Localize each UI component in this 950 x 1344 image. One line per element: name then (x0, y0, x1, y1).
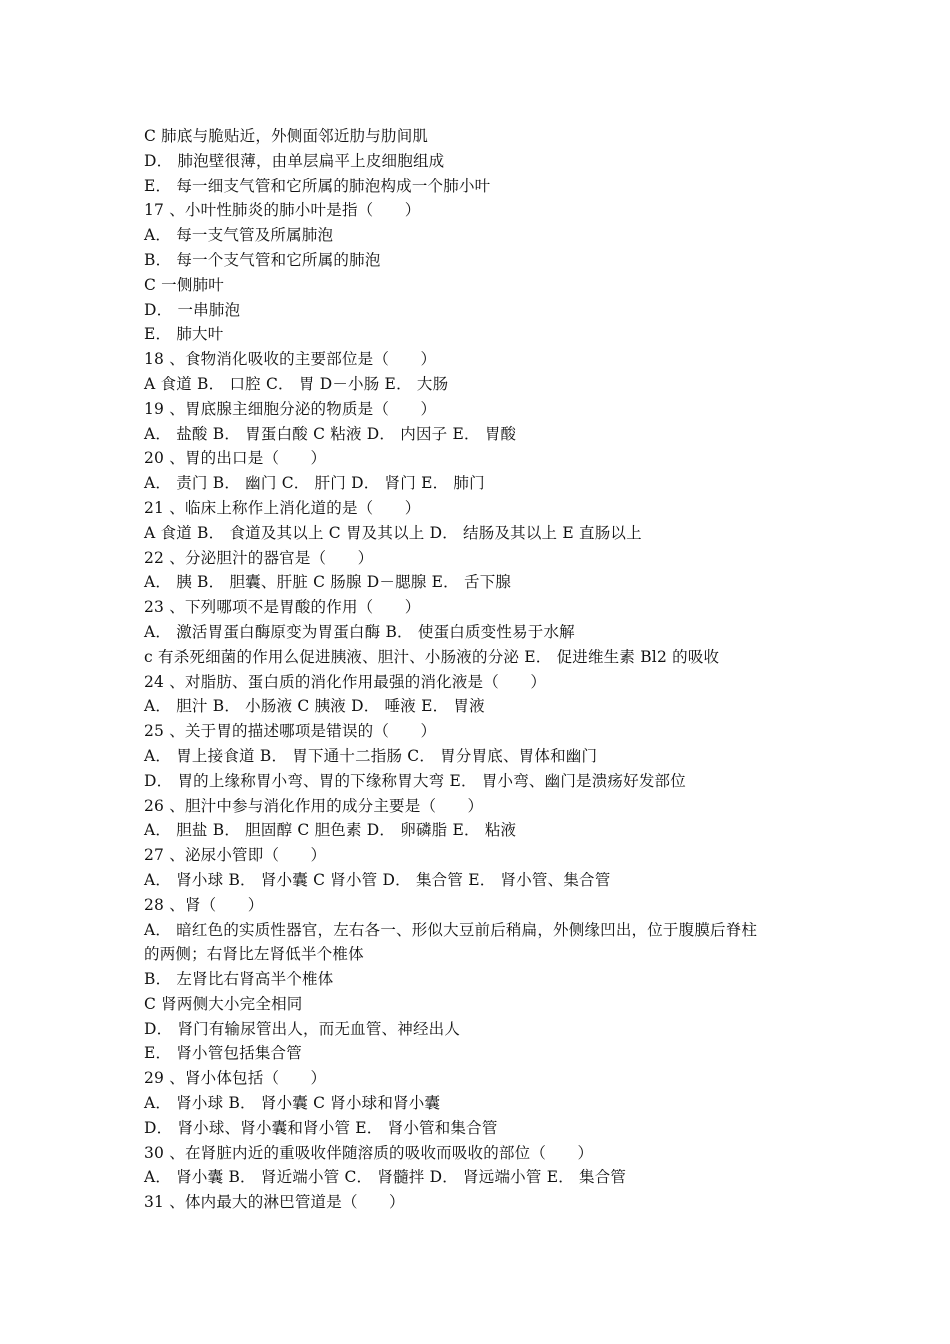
question-31: 31 、体内最大的淋巴管道是（ ） (144, 1193, 405, 1212)
question-27: 27 、泌尿小管即（ ） (144, 846, 327, 865)
question-26: 26 、胆汁中参与消化作用的成分主要是（ ） (144, 796, 484, 815)
option-line: A 食道 B． 口腔 C． 胃 D－小肠 E． 大肠 (144, 374, 449, 393)
option-line: C 肾两侧大小完全相同 (144, 994, 303, 1013)
option-line-continued: 的两侧；右肾比左肾低半个椎体 (144, 945, 364, 964)
question-21: 21 、临床上称作上消化道的是（ ） (144, 498, 421, 517)
question-30: 30 、在肾脏内近的重吸收伴随溶质的吸收而吸收的部位（ ） (144, 1143, 594, 1162)
question-18: 18 、食物消化吸收的主要部位是（ ） (144, 350, 437, 369)
option-line: A． 肾小球 B． 肾小囊 C 肾小管 D． 集合管 E． 肾小管、集合管 (144, 870, 611, 889)
question-19: 19 、胃底腺主细胞分泌的物质是（ ） (144, 399, 437, 418)
option-line: B． 左肾比右肾高半个椎体 (144, 970, 334, 989)
text-line: C 肺底与脆贴近，外侧面邻近肋与肋间肌 (144, 127, 429, 145)
option-line: A． 胆汁 B． 小肠液 C 胰液 D． 唾液 E． 胃液 (144, 697, 485, 716)
option-line: D． 胃的上缘称胃小弯、胃的下缘称胃大弯 E． 胃小弯、幽门是溃疡好发部位 (144, 771, 686, 790)
option-line: c 有杀死细菌的作用么促进胰液、胆汁、小肠液的分泌 E． 促进维生素 Bl2 的吸收 (144, 647, 720, 666)
option-line: A． 盐酸 B． 胃蛋白酸 C 粘液 D． 内因子 E． 胃酸 (144, 424, 517, 443)
question-text-block (144, 124, 816, 1215)
option-line: A． 暗红色的实质性器官，左右各一、形似大豆前后稍扁，外侧缘凹出，位于腹膜后脊柱 (144, 920, 758, 939)
option-line: A． 胰 B． 胆囊、肝脏 C 肠腺 D－腮腺 E． 舌下腺 (144, 573, 512, 592)
question-22: 22 、分泌胆汁的器官是（ ） (144, 548, 374, 567)
option-line: E． 肺大叶 (144, 325, 224, 344)
option-line: C 一侧肺叶 (144, 275, 224, 294)
option-line: A． 激活胃蛋白酶原变为胃蛋白酶 B． 使蛋白质变性易于水解 (144, 622, 575, 641)
option-line: B． 每一个支气管和它所属的肺泡 (144, 250, 381, 269)
option-line: A． 胆盐 B． 胆固醇 C 胆色素 D． 卵磷脂 E． 粘液 (144, 821, 517, 840)
option-line: A． 责门 B． 幽门 C． 肝门 D． 肾门 E． 肺门 (144, 474, 485, 493)
question-29: 29 、肾小体包括（ ） (144, 1069, 327, 1088)
option-line: D． 肾门有输尿管出人，而无血管、神经出人 (144, 1019, 461, 1038)
question-25: 25 、关于胃的描述哪项是错误的（ ） (144, 722, 437, 741)
question-20: 20 、胃的出口是（ ） (144, 449, 327, 468)
question-23: 23 、下列哪项不是胃酸的作用（ ） (144, 598, 421, 617)
question-17: 17 、小叶性肺炎的肺小叶是指（ ） (144, 201, 421, 220)
option-line: E． 肾小管包括集合管 (144, 1044, 302, 1063)
option-line: A． 肾小囊 B． 肾近端小管 C． 肾髓拌 D． 肾远端小管 E． 集合管 (144, 1168, 627, 1187)
option-line: A． 胃上接食道 B． 胃下通十二指肠 C． 胃分胃底、胃体和幽门 (144, 746, 598, 765)
question-28: 28 、肾（ ） (144, 895, 264, 914)
question-24: 24 、对脂肪、蛋白质的消化作用最强的消化液是（ ） (144, 672, 547, 691)
option-line: D． 肾小球、肾小囊和肾小管 E． 肾小管和集合管 (144, 1118, 498, 1137)
option-line: A 食道 B． 食道及其以上 C 胃及其以上 D． 结肠及其以上 E 直肠以上 (144, 523, 642, 542)
option-line: A． 每一支气管及所属肺泡 (144, 226, 334, 245)
option-line: D． 一串肺泡 (144, 300, 241, 319)
text-line: E． 每一细支气管和它所属的肺泡构成一个肺小叶 (144, 176, 491, 195)
option-line: A． 肾小球 B． 肾小囊 C 肾小球和肾小囊 (144, 1094, 441, 1113)
text-line: D． 肺泡壁很薄，由单层扁平上皮细胞组成 (144, 151, 445, 170)
